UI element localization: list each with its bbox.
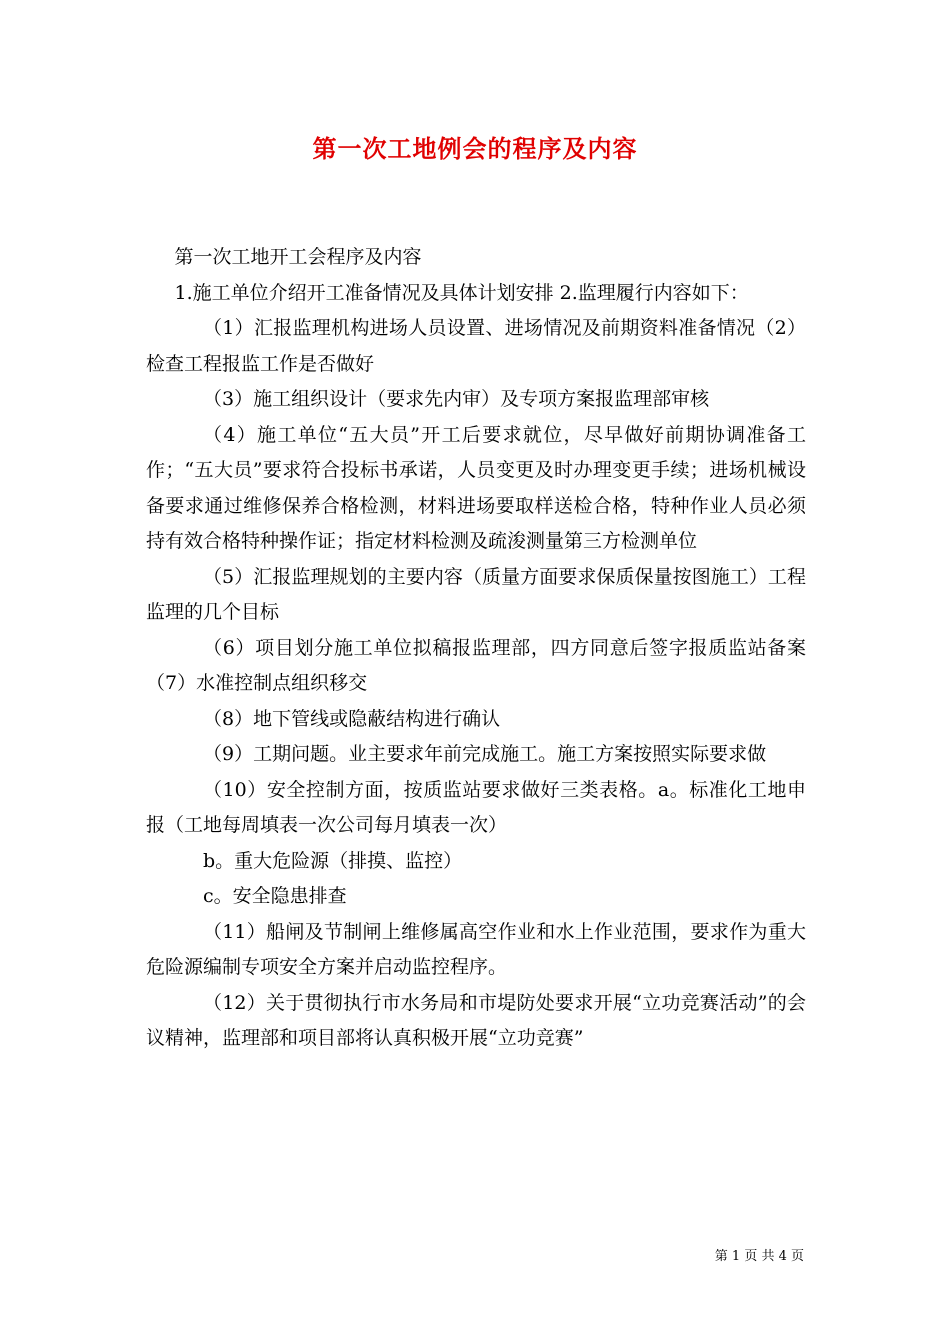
paragraph-sub-1-2: （1）汇报监理机构进场人员设置、进场情况及前期资料准备情况（2）检查工程报监工作是否做好 — [146, 317, 806, 375]
paragraph-sub-10: （10）安全控制方面，按质监站要求做好三类表格。a。标准化工地申报（工地每周填表一次公司每月填表一次） — [146, 778, 806, 836]
paragraph-sub-5: （5）汇报监理规划的主要内容（质量方面要求保质保量按图施工）工程监理的几个目标 — [146, 565, 806, 623]
paragraph-sub-10-b: b。重大危险源（排摸、监控） — [203, 849, 463, 872]
page-number-footer: 第 1 页 共 4 页 — [714, 1249, 804, 1264]
document-title: 第一次工地例会的程序及内容 — [312, 134, 638, 163]
paragraph-sub-9: （9）工期问题。业主要求年前完成施工。施工方案按照实际要求做 — [203, 743, 767, 765]
paragraph-sub-6-7: （6）项目划分施工单位拟稿报监理部，四方同意后签字报质监站备案（7）水准控制点组织移交 — [146, 636, 806, 694]
document-body — [146, 240, 806, 1057]
paragraph-sub-8: （8）地下管线或隐蔽结构进行确认 — [203, 707, 501, 730]
paragraph-sub-10-c: c。安全隐患排查 — [203, 885, 347, 907]
paragraph-item-1-2: 1.施工单位介绍开工准备情况及具体计划安排 2.监理履行内容如下： — [174, 281, 749, 304]
paragraph-sub-11: （11）船闸及节制闸上维修属高空作业和水上作业范围，要求作为重大危险源编制专项安全方案并启动监控程序。 — [146, 920, 806, 978]
paragraph-sub-12: （12）关于贯彻执行市水务局和市堤防处要求开展“立功竞赛活动”的会议精神，监理部和项目部将认真积极开展“立功竞赛” — [146, 991, 806, 1049]
paragraph-sub-3: （3）施工组织设计（要求先内审）及专项方案报监理部审核 — [203, 388, 710, 410]
paragraph-intro-heading: 第一次工地开工会程序及内容 — [174, 246, 422, 268]
paragraph-sub-4: （4）施工单位“五大员”开工后要求就位，尽早做好前期协调准备工作；“五大员”要求符合投标书承诺，人员变更及时办理变更手续；进场机械设备要求通过维修保养合格检测，材料进场要取样送检合格，特种作业人员必须持有效合格特种操作证；指定材料检测及疏浚测量第三方检测单位 — [146, 423, 806, 552]
